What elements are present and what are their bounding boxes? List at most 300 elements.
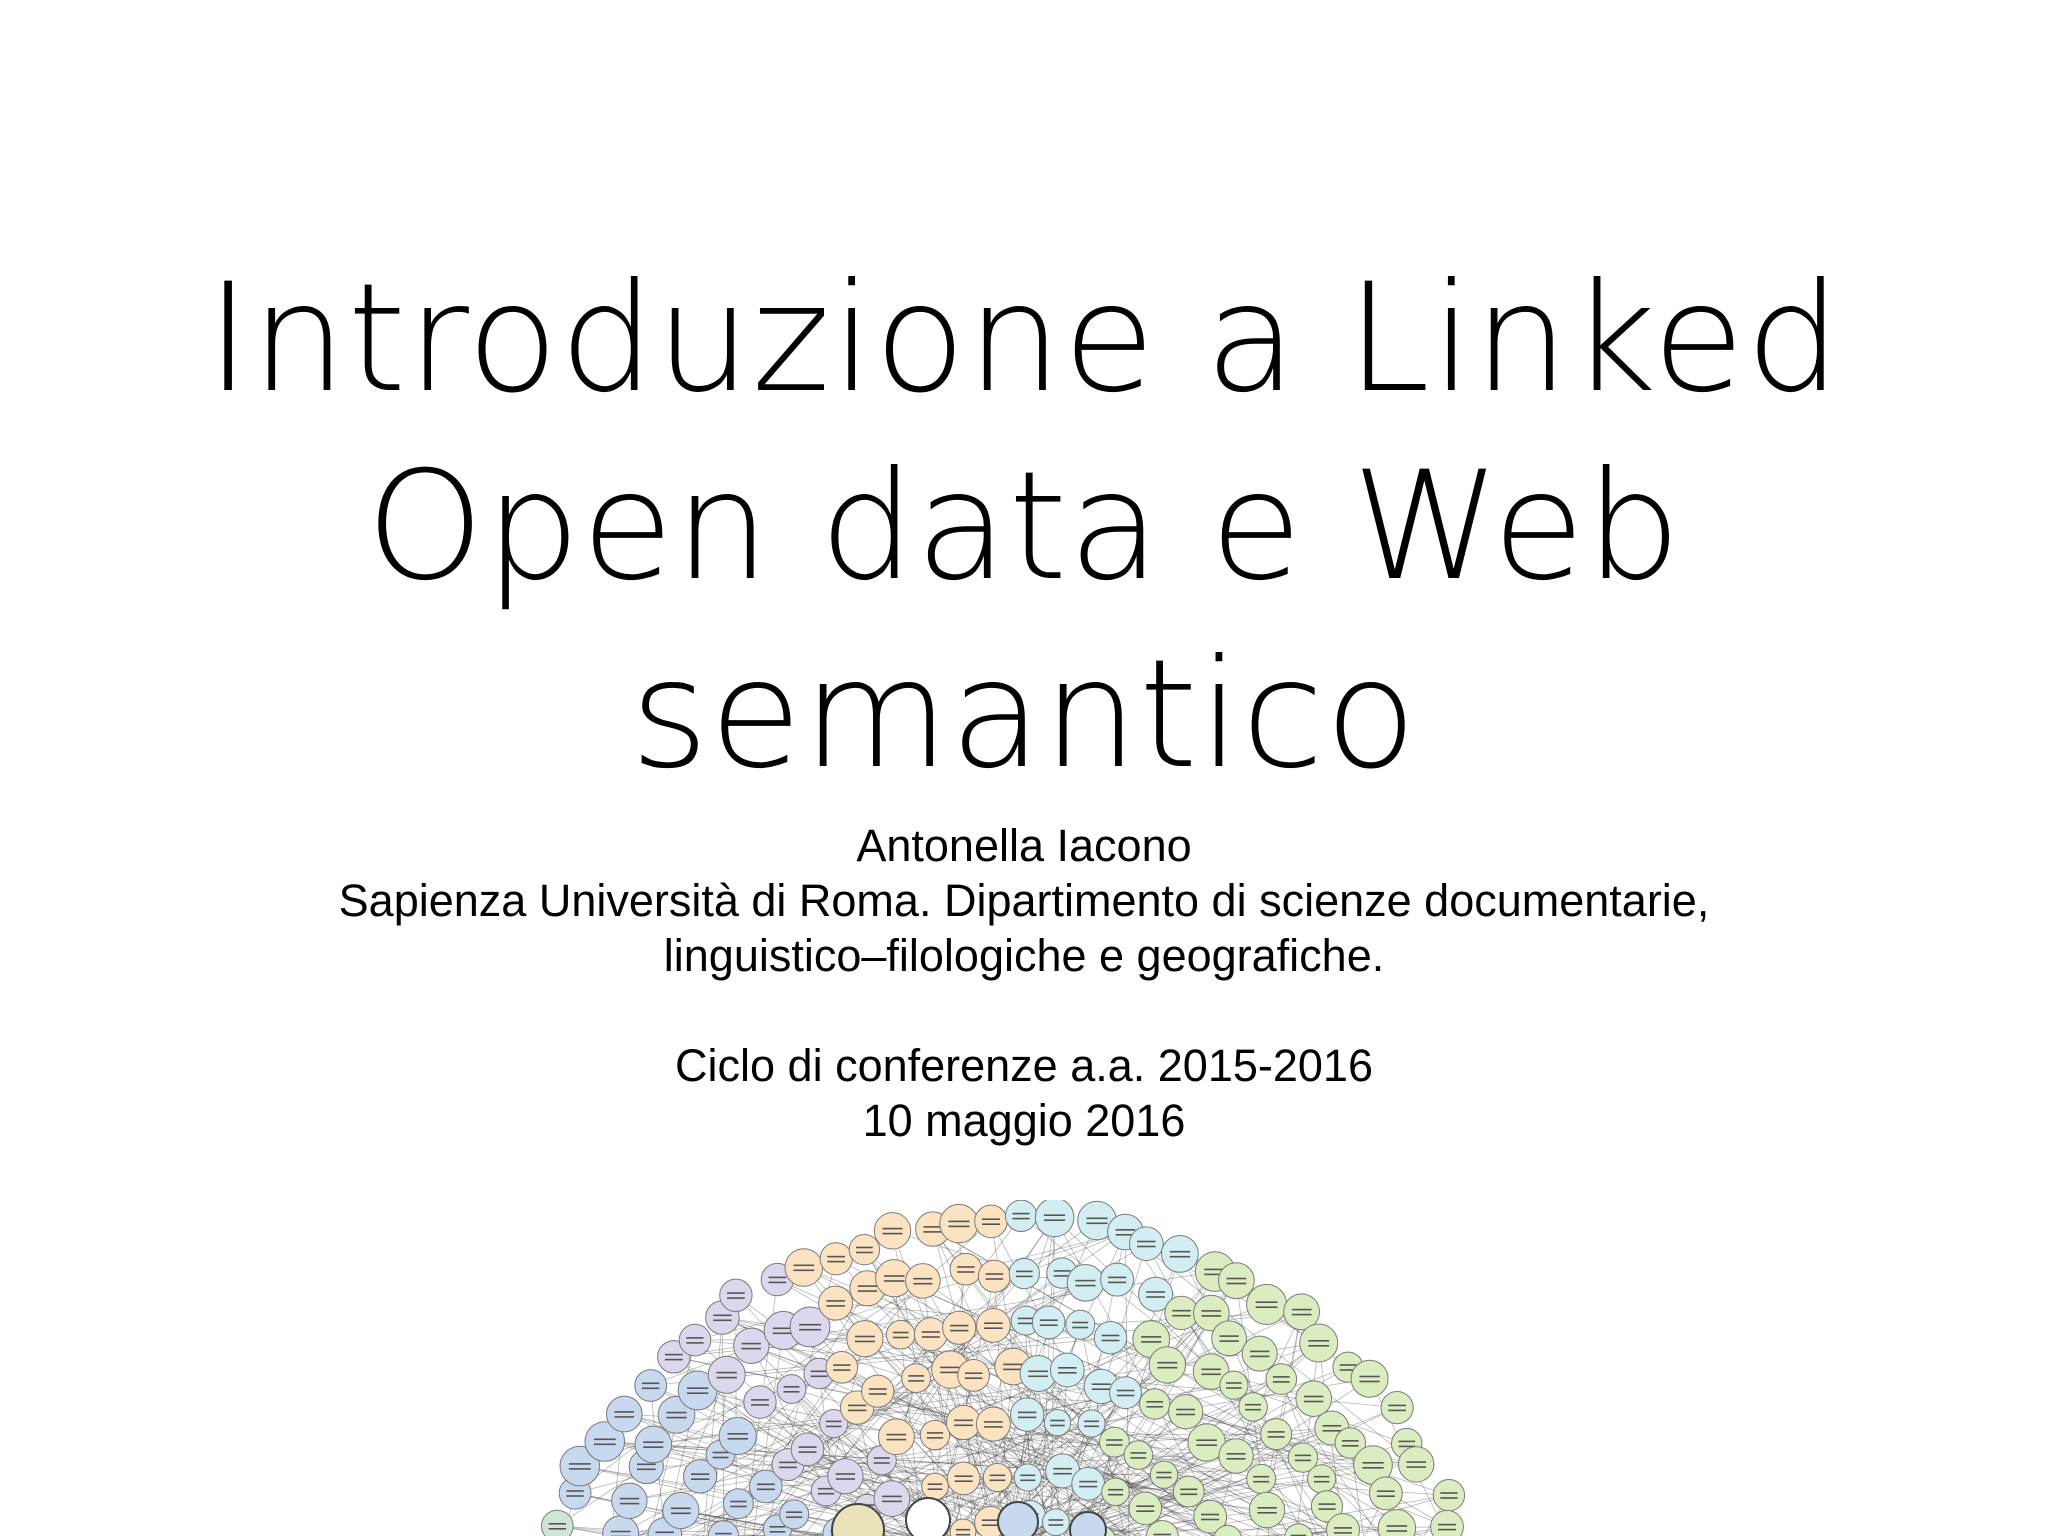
bubble-label-mark (884, 1280, 905, 1282)
bubble-label-mark (1018, 1318, 1034, 1320)
dataset-bubble (874, 1481, 910, 1517)
bubble-label-mark (727, 1292, 745, 1294)
dataset-bubble (720, 1279, 752, 1311)
bubble-label-mark (984, 1322, 1003, 1324)
dataset-bubble (920, 1420, 949, 1449)
affiliation-line-2: linguistico–filologiche e geografiche. (663, 930, 1385, 981)
bubble-label-mark (779, 1462, 797, 1464)
bubble-label-mark (858, 1290, 877, 1292)
bubble-label-mark (687, 1387, 708, 1389)
bubble-label-mark (1137, 1246, 1156, 1248)
dataset-bubble (1011, 1398, 1044, 1431)
bubble-label-mark (1388, 1405, 1406, 1407)
bubble-label-mark (957, 1271, 974, 1273)
bubble-label-mark (1377, 1490, 1395, 1492)
bubble-label-mark (826, 1426, 842, 1428)
dataset-bubble (1173, 1476, 1204, 1507)
bubble-label-mark (1053, 1473, 1072, 1475)
bubble-label-mark (1359, 1381, 1379, 1383)
dataset-bubble (1266, 1364, 1297, 1395)
bubble-label-mark (1176, 1409, 1195, 1411)
dataset-bubble (785, 1249, 823, 1287)
dataset-bubble (874, 1213, 910, 1249)
bubble-label-mark (1003, 1364, 1023, 1366)
bubble-label-mark (928, 1483, 943, 1485)
bubble-label-mark (1308, 1340, 1329, 1342)
dataset-bubble (906, 1264, 941, 1299)
dataset-bubble (977, 1309, 1011, 1343)
dataset-bubble (1370, 1477, 1403, 1510)
bubble-label-mark (908, 1375, 924, 1377)
title-line-1: Introduzione a Linked (206, 252, 1842, 426)
dataset-bubble (902, 1364, 931, 1393)
bubble-label-mark (948, 1221, 969, 1223)
dataset-bubble (1381, 1392, 1413, 1424)
dataset-bubble (1129, 1492, 1162, 1525)
dataset-bubble (886, 1320, 915, 1349)
bubble-label-mark (615, 1416, 635, 1418)
bubble-label-mark (848, 1405, 866, 1407)
bubble-label-mark (1362, 1462, 1383, 1464)
bubble-label-mark (833, 1364, 850, 1366)
bubble-label-mark (1018, 1412, 1036, 1414)
bubble-label-mark (1407, 1466, 1427, 1468)
bubble-label-mark (986, 1273, 1004, 1275)
dataset-bubble (777, 1375, 806, 1404)
dataset-bubble (603, 1516, 639, 1536)
slide-title (150, 245, 1898, 809)
bubble-label-mark (549, 1523, 566, 1525)
title-line-2: Open data e Web (366, 440, 1682, 614)
bubble-label-mark (858, 1285, 877, 1287)
bubble-label-mark (713, 1452, 729, 1454)
bubble-label-mark (1387, 1525, 1408, 1527)
bubble-label-mark (686, 1342, 703, 1344)
bubble-label-mark (1108, 1489, 1123, 1491)
dataset-bubble (1078, 1410, 1105, 1437)
dataset-bubble (723, 1489, 753, 1519)
bubble-label-mark (984, 1421, 1003, 1423)
bubble-label-mark (717, 1372, 737, 1374)
bubble-label-mark (874, 1462, 890, 1464)
bubble-label-mark (856, 1247, 873, 1249)
bubble-label-mark (779, 1467, 797, 1469)
dataset-bubble (1102, 1478, 1130, 1506)
bubble-label-mark (799, 1446, 817, 1448)
dataset-bubble (862, 1375, 894, 1407)
bubble-label-mark (786, 1511, 802, 1513)
bubble-label-mark (730, 1506, 747, 1508)
bubble-label-mark (1172, 1310, 1190, 1312)
bubble-label-mark (1053, 1468, 1072, 1470)
bubble-label-mark (965, 1377, 983, 1379)
bubble-label-mark (665, 1359, 683, 1361)
dataset-bubble (978, 1260, 1010, 1292)
dataset-bubble (1140, 1389, 1170, 1419)
bubble-label-mark (1268, 1431, 1285, 1433)
bubble-label-mark (982, 1218, 1000, 1220)
bubble-label-mark (1257, 1512, 1277, 1514)
bubble-label-mark (1156, 1477, 1171, 1479)
bubble-label-mark (1141, 1341, 1161, 1343)
bubble-label-mark (913, 1283, 932, 1285)
hub-bubble (998, 1502, 1038, 1536)
bubble-label-mark (1058, 1372, 1077, 1374)
bubble-label-mark (1020, 1475, 1035, 1477)
bubble-label-mark (927, 1437, 943, 1439)
bubble-label-mark (869, 1388, 887, 1390)
bubble-label-mark (666, 1412, 686, 1414)
bubble-label-mark (642, 1388, 659, 1390)
bubble-label-mark (1049, 1519, 1064, 1521)
bubble-label-mark (1044, 1214, 1065, 1216)
bubble-label-mark (1117, 1395, 1135, 1397)
bubble-label-mark (1250, 1356, 1269, 1358)
bubble-label-mark (848, 1410, 866, 1412)
dataset-bubble (635, 1426, 672, 1463)
bubble-label-mark (1108, 1277, 1126, 1279)
bubble-label-mark (1180, 1494, 1197, 1496)
bubble-label-mark (1086, 1218, 1107, 1220)
bubble-label-mark (811, 1376, 828, 1378)
bubble-label-mark (1106, 1439, 1122, 1441)
bubble-label-mark (569, 1463, 591, 1465)
dataset-bubble (1014, 1464, 1041, 1491)
dataset-bubble (1285, 1524, 1313, 1536)
bubble-label-mark (1054, 1270, 1071, 1272)
bubble-label-mark (1136, 1505, 1154, 1507)
bubble-label-mark (1201, 1374, 1221, 1376)
dataset-bubble (1035, 1200, 1074, 1237)
bubble-label-mark (990, 1480, 1006, 1482)
dataset-bubble (791, 1433, 824, 1466)
bubble-label-mark (1050, 1420, 1065, 1422)
dataset-bubble (1431, 1510, 1464, 1536)
bubble-label-mark (1256, 1301, 1278, 1303)
dataset-bubble (950, 1253, 982, 1285)
lod-cloud-diagram (448, 1200, 1608, 1536)
bubble-label-mark (569, 1468, 591, 1470)
bubble-label-mark (1092, 1388, 1111, 1390)
hub-bubble (906, 1498, 950, 1536)
bubble-label-mark (954, 1420, 973, 1422)
dataset-bubble (1044, 1410, 1070, 1436)
bubble-label-mark (1314, 1481, 1330, 1483)
dataset-bubble (734, 1328, 769, 1363)
bubble-label-mark (671, 1513, 691, 1515)
bubble-label-mark (836, 1478, 855, 1480)
title-line-3: semantico (630, 628, 1418, 802)
bubble-label-mark (1108, 1494, 1123, 1496)
bubble-label-mark (794, 1265, 815, 1267)
dataset-bubble (679, 1324, 711, 1356)
bubble-label-mark (1292, 1314, 1312, 1316)
bubble-label-mark (1323, 1425, 1342, 1427)
bubble-label-mark (1407, 1461, 1427, 1463)
bubble-label-mark (1157, 1367, 1177, 1369)
bubble-label-mark (1072, 1322, 1088, 1324)
bubble-label-mark (1018, 1417, 1036, 1419)
bubble-label-mark (1201, 1369, 1221, 1371)
bubble-label-mark (1268, 1436, 1285, 1438)
bubble-label-mark (549, 1528, 566, 1530)
bubble-label-mark (770, 1531, 786, 1533)
bubble-label-mark (1136, 1510, 1154, 1512)
bubble-label-mark (882, 1501, 902, 1503)
dataset-bubble (879, 1419, 915, 1455)
dataset-bubble (947, 1462, 980, 1495)
bubble-label-mark (1092, 1383, 1111, 1385)
dataset-bubble (1150, 1461, 1177, 1488)
bubble-label-mark (620, 1498, 640, 1500)
dataset-bubble (1249, 1492, 1284, 1527)
dataset-bubble (1212, 1321, 1247, 1356)
bubble-label-mark (882, 1233, 902, 1235)
dataset-bubble (1169, 1395, 1203, 1429)
bubble-label-mark (1440, 1497, 1457, 1499)
dataset-bubble (1124, 1441, 1153, 1470)
bubble-label-mark (956, 1534, 970, 1536)
bubble-label-mark (713, 1457, 729, 1459)
bubble-label-mark (1072, 1327, 1088, 1329)
slide-subtitle (150, 818, 1898, 1148)
bubble-label-mark (1146, 1291, 1165, 1293)
bubble-label-mark (1102, 1340, 1120, 1342)
bubble-label-mark (1253, 1476, 1269, 1478)
dataset-bubble (819, 1286, 853, 1320)
dataset-bubble (1351, 1360, 1388, 1397)
bubble-label-mark (728, 1433, 749, 1435)
bubble-label-mark (1146, 1401, 1163, 1403)
bubble-label-mark (1388, 1410, 1406, 1412)
dataset-bubbles (509, 1200, 1504, 1536)
dataset-bubble (922, 1473, 949, 1500)
bubble-label-mark (1040, 1324, 1058, 1326)
bubble-label-mark (1250, 1351, 1269, 1353)
dataset-bubble (1072, 1467, 1105, 1500)
bubble-label-mark (1202, 1315, 1222, 1317)
bubble-label-mark (922, 1336, 940, 1338)
bubble-label-mark (1273, 1376, 1290, 1378)
bubble-label-mark (984, 1327, 1003, 1329)
lod-cloud-svg (448, 1200, 1608, 1536)
bubble-label-mark (671, 1508, 691, 1510)
bubble-label-mark (957, 1266, 974, 1268)
bubble-label-mark (965, 1372, 983, 1374)
bubble-label-mark (1172, 1315, 1190, 1317)
bubble-label-mark (728, 1438, 749, 1440)
bubble-label-mark (1075, 1285, 1095, 1287)
dataset-bubble (744, 1386, 776, 1418)
bubble-label-mark (1220, 1335, 1239, 1337)
bubble-label-mark (928, 1488, 943, 1490)
bubble-label-mark (1342, 1440, 1359, 1442)
bubble-label-mark (1117, 1390, 1135, 1392)
dataset-bubble (780, 1500, 809, 1529)
bubble-label-mark (1131, 1457, 1147, 1459)
bubble-label-mark (1016, 1276, 1033, 1278)
bubble-label-mark (884, 1275, 905, 1277)
dataset-bubble (1242, 1336, 1277, 1371)
dataset-bubble (1066, 1310, 1095, 1339)
bubble-label-mark (1340, 1364, 1357, 1366)
bubble-label-mark (1256, 1306, 1278, 1308)
bubble-label-mark (1295, 1460, 1311, 1462)
bubble-label-mark (1050, 1425, 1065, 1427)
bubble-label-mark (948, 1226, 969, 1228)
bubble-label-mark (1342, 1445, 1359, 1447)
bubble-label-mark (770, 1526, 786, 1528)
bubble-label-mark (637, 1464, 656, 1466)
event-name: Ciclo di conferenze a.a. 2015-2016 (675, 1040, 1373, 1091)
author-name: Antonella Iacono (856, 820, 1192, 871)
bubble-label-mark (913, 1278, 932, 1280)
dataset-bubble (976, 1407, 1010, 1441)
bubble-label-mark (1012, 1218, 1029, 1220)
dataset-bubble (1094, 1322, 1126, 1354)
bubble-label-mark (1377, 1495, 1395, 1497)
bubble-label-mark (984, 1426, 1003, 1428)
bubble-label-mark (717, 1377, 737, 1379)
bubble-label-mark (1116, 1229, 1136, 1231)
bubble-label-mark (730, 1501, 747, 1503)
bubble-label-mark (799, 1329, 821, 1331)
bubble-label-mark (1362, 1467, 1383, 1469)
bubble-label-mark (1079, 1486, 1097, 1488)
bubble-label-mark (757, 1489, 775, 1491)
bubble-label-mark (982, 1524, 1000, 1526)
bubble-label-mark (1334, 1532, 1352, 1534)
dataset-bubble (607, 1396, 643, 1432)
dataset-bubble (943, 1311, 976, 1344)
bubble-label-mark (836, 1473, 855, 1475)
bubble-label-mark (1079, 1481, 1097, 1483)
bubble-label-mark (1131, 1452, 1147, 1454)
bubble-label-mark (1141, 1336, 1161, 1338)
dataset-bubble (940, 1204, 978, 1242)
bubble-label-mark (887, 1434, 907, 1436)
bubble-label-mark (922, 1331, 940, 1333)
bubble-label-mark (1245, 1409, 1261, 1411)
bubble-label-mark (1201, 1519, 1219, 1521)
bubble-label-mark (1398, 1441, 1415, 1443)
dataset-bubble (1261, 1419, 1292, 1450)
bubble-label-mark (757, 1484, 775, 1486)
bubble-label-mark (691, 1473, 709, 1475)
bubble-label-mark (799, 1324, 821, 1326)
bubble-label-mark (982, 1519, 1000, 1521)
bubble-label-mark (642, 1383, 659, 1385)
bubble-label-mark (751, 1399, 769, 1401)
affiliation-line-1: Sapienza Università di Roma. Dipartimento di scienze documentarie, (338, 875, 1710, 926)
dataset-bubble (1219, 1439, 1253, 1473)
bubble-label-mark (1156, 1472, 1171, 1474)
dataset-bubble (958, 1360, 990, 1392)
bubble-label-mark (769, 1282, 787, 1284)
dataset-bubble (1308, 1465, 1336, 1493)
dataset-bubble (1067, 1265, 1104, 1302)
bubble-label-mark (656, 1532, 675, 1534)
bubble-label-mark (1176, 1414, 1195, 1416)
bubble-label-mark (1170, 1256, 1190, 1258)
bubble-label-mark (1028, 1376, 1048, 1378)
bubble-label-mark (1273, 1381, 1290, 1383)
bubble-label-mark (1359, 1376, 1379, 1378)
dataset-bubble (983, 1463, 1011, 1491)
bubble-label-mark (1049, 1524, 1064, 1526)
bubble-label-mark (826, 1300, 845, 1302)
bubble-label-mark (1257, 1507, 1277, 1509)
bubble-label-mark (893, 1337, 909, 1339)
bubble-label-mark (818, 1493, 834, 1495)
bubble-label-mark (1201, 1514, 1219, 1516)
bubble-label-mark (566, 1495, 584, 1497)
bubble-label-mark (869, 1393, 887, 1395)
dataset-bubble (1043, 1509, 1070, 1536)
bubble-label-mark (620, 1503, 640, 1505)
dataset-bubble (1032, 1306, 1065, 1339)
bubble-label-mark (666, 1417, 686, 1419)
bubble-label-mark (1318, 1508, 1335, 1510)
bubble-label-mark (742, 1343, 762, 1345)
bubble-label-mark (827, 1256, 845, 1258)
dataset-bubble (914, 1318, 947, 1351)
bubble-label-mark (794, 1270, 815, 1272)
bubble-label-mark (856, 1252, 873, 1254)
dataset-bubble (1247, 1284, 1287, 1324)
dataset-bubble (828, 1459, 863, 1494)
bubble-label-mark (923, 1231, 942, 1233)
dataset-bubble (1101, 1263, 1134, 1296)
dataset-bubble (708, 1356, 745, 1393)
bubble-label-mark (637, 1469, 656, 1471)
bubble-label-mark (1245, 1404, 1261, 1406)
bubble-label-mark (1314, 1476, 1330, 1478)
bubble-label-mark (751, 1404, 769, 1406)
bubble-label-mark (1040, 1319, 1058, 1321)
bubble-label-mark (1157, 1362, 1177, 1364)
dataset-bubble (946, 1405, 980, 1439)
dataset-bubble (1433, 1480, 1464, 1511)
bubble-label-mark (1227, 1458, 1246, 1460)
dataset-bubble (1300, 1324, 1338, 1362)
bubble-label-mark (1012, 1213, 1029, 1215)
bubble-label-mark (923, 1226, 942, 1228)
bubble-label-mark (1227, 1278, 1247, 1280)
bubble-label-mark (1196, 1439, 1217, 1441)
bubble-label-mark (826, 1305, 845, 1307)
dataset-bubble (663, 1492, 699, 1528)
bubble-label-mark (594, 1444, 616, 1446)
bubble-label-mark (691, 1478, 709, 1480)
bubble-label-mark (784, 1386, 800, 1388)
dataset-bubble (1247, 1464, 1276, 1493)
bubble-label-mark (742, 1348, 762, 1350)
dataset-bubble (847, 1321, 883, 1357)
bubble-label-mark (1226, 1387, 1242, 1389)
bubble-label-mark (887, 1439, 907, 1441)
dataset-bubble (635, 1370, 667, 1402)
bubble-label-mark (566, 1490, 584, 1492)
bubble-label-mark (687, 1392, 708, 1394)
bubble-label-mark (855, 1341, 875, 1343)
bubble-label-mark (1028, 1371, 1048, 1373)
bubble-label-mark (1323, 1430, 1342, 1432)
bubble-label-mark (956, 1529, 970, 1531)
bubble-label-mark (1102, 1335, 1120, 1337)
dataset-bubble (612, 1483, 647, 1518)
bubble-label-mark (1084, 1421, 1099, 1423)
